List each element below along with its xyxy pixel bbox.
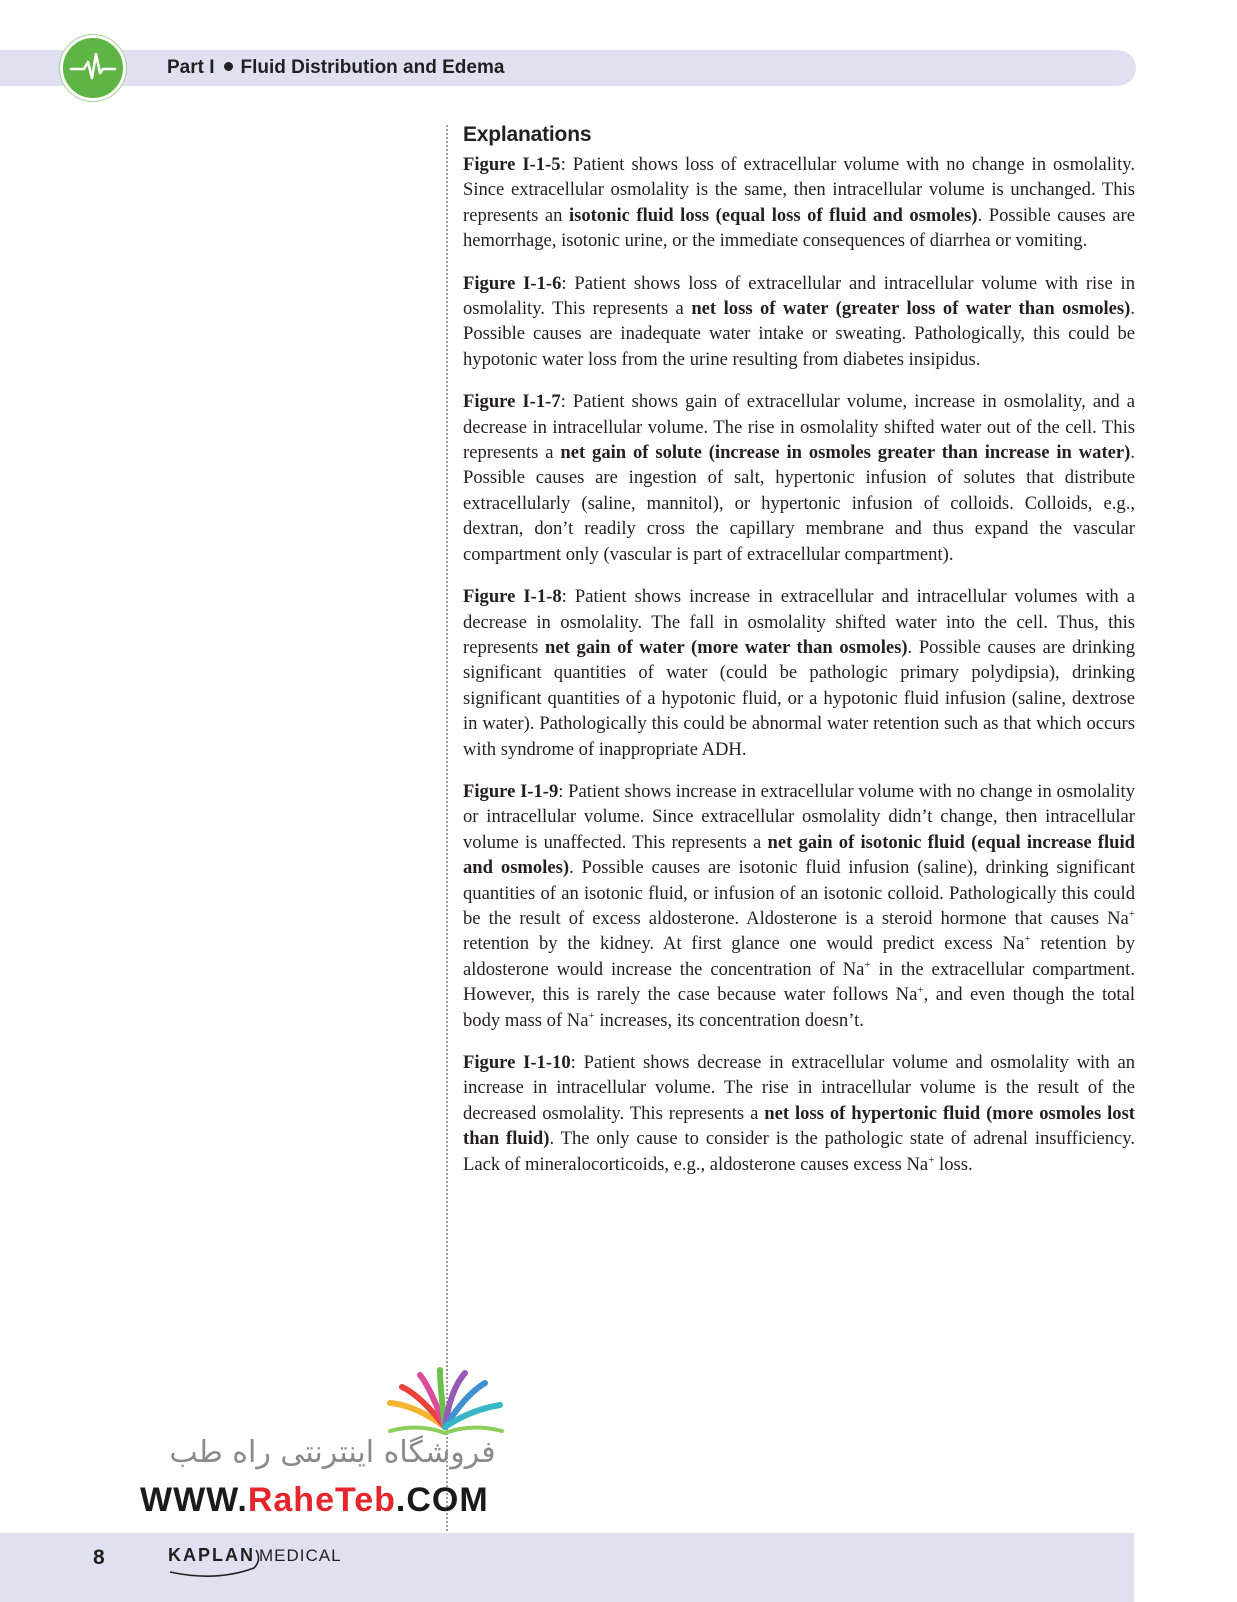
watermark-persian-text: فروشگاه اینترنتی راه طب <box>169 1435 496 1470</box>
figure-label: Figure I-1-6 <box>463 272 562 294</box>
paragraph-text: retention by aldosterone would increase the concentration of Na <box>463 933 1135 980</box>
superscript-plus: + <box>917 984 924 996</box>
superscript-plus: + <box>864 958 871 971</box>
paragraph-text: loss. <box>934 1153 973 1175</box>
figure-label: Figure I-1-9 <box>463 780 559 802</box>
publisher-suffix: MEDICAL <box>259 1546 342 1565</box>
superscript-plus: + <box>588 1009 595 1022</box>
watermark <box>140 1365 530 1525</box>
paragraph-text: : Patient shows loss of extracellular volume with no change in osmolality. Since extracellular osmolality is the same, then intracellular volume is unchanged. This represents an <box>463 154 1135 226</box>
explanation-paragraph <box>463 152 1135 254</box>
paragraph-text: in the extracellular compartment. However, this is rarely the case because water follows Na <box>463 958 1135 1006</box>
paragraph-text: . Possible causes are isotonic fluid infusion (saline), drinking significant quantities of an isotonic fluid, or infusion of an isotonic colloid. Pathologically this could be the result of excess aldosterone. Aldosterone is a steroid hormone that causes Na <box>463 857 1135 929</box>
figure-label: Figure I-1-7 <box>463 391 561 413</box>
paragraph-text: . Possible causes are hemorrhage, isotonic urine, or the immediate consequences of diarrhea or vomiting. <box>463 204 1135 252</box>
explanation-paragraph <box>463 271 1135 373</box>
key-concept: net gain of isotonic fluid (equal increase fluid and osmoles) <box>463 831 1135 879</box>
paragraph-text: : Patient shows loss of extracellular and intracellular volume with rise in osmolality. This represents a <box>463 272 1135 320</box>
figure-label: Figure I-1-5 <box>463 154 561 175</box>
url-prefix: WWW. <box>140 1481 248 1519</box>
key-concept: net gain of water (more water than osmoles) <box>545 636 908 658</box>
publisher-logo <box>168 1545 342 1566</box>
superscript-plus: + <box>1128 907 1135 920</box>
key-concept: net gain of solute (increase in osmoles greater than increase in water) <box>560 442 1131 464</box>
paragraph-text: . Possible causes are inadequate water intake or sweating. Pathologically, this could be hypotonic water loss from the urine resulting from diabetes insipidus. <box>463 298 1136 370</box>
key-concept: net loss of water (greater loss of water than osmoles) <box>691 298 1131 320</box>
page-number: 8 <box>93 1546 105 1569</box>
paragraph-text: : Patient shows gain of extracellular volume, increase in osmolality, and a decrease in intracellular volume. The rise in osmolality shifted water out of the cell. This represents a <box>463 391 1135 464</box>
superscript-plus: + <box>928 1153 935 1166</box>
paragraph-text: , and even though the total body mass of Na <box>463 984 1135 1031</box>
figure-label: Figure I-1-10 <box>463 1052 571 1073</box>
url-brand: RaheTeb <box>247 1481 396 1519</box>
paragraph-text: : Patient shows increase in extracellular and intracellular volumes with a decrease in osmolality. The fall in osmolality shifted water into the cell. Thus, this represents <box>463 586 1135 658</box>
column-divider <box>446 125 448 1535</box>
section-heading: Explanations <box>463 123 592 146</box>
explanation-paragraph <box>463 389 1135 567</box>
figure-label: Figure I-1-8 <box>463 586 562 608</box>
paragraph-text: retention by the kidney. At first glance one would predict excess Na <box>463 933 1025 955</box>
watermark-url <box>140 1481 489 1520</box>
superscript-plus: + <box>1024 933 1031 946</box>
paragraph-text: . Possible causes are ingestion of salt, hypertonic infusion of solutes that distribute extracellularly (saline, mannitol), or hypertonic infusion of colloids. Colloids, e.g., dextran, don’t readily cross the capillary membrane and thus expand the vascular compartment only (vascular is part of extracellular compartment). <box>463 442 1135 565</box>
explanation-paragraph <box>463 1050 1135 1177</box>
header-title: Fluid Distribution and Edema <box>240 57 505 78</box>
paragraph-text: : Patient shows increase in extracellular volume with no change in osmolality or intracellular volume. Since extracellular osmolality didn’t change, then intracellular volume is unaffected. This represents a <box>463 780 1135 853</box>
key-concept: net loss of hypertonic fluid (more osmoles lost than fluid) <box>463 1102 1136 1150</box>
bullet-dot <box>224 62 233 71</box>
url-suffix: .COM <box>395 1481 489 1519</box>
paragraph-text: . Possible causes are drinking significant quantities of water (could be pathologic primary polydipsia), drinking significant quantities of a hypotonic fluid, or a hypotonic fluid infusion (saline, dextrose in water). Pathologically this could be abnormal water retention such as that which occurs with syndrome of inappropriate ADH. <box>463 636 1135 760</box>
open-book-logo-icon <box>140 1365 530 1440</box>
header-part: Part I <box>167 57 215 78</box>
paragraph-text: . The only cause to consider is the pathologic state of adrenal insufficiency. Lack of mineralocorticoids, e.g., aldosterone causes excess Na <box>463 1128 1135 1175</box>
paragraph-text: : Patient shows decrease in extracellular volume and osmolality with an increase in intracellular volume. The rise in intracellular volume is the result of the decreased osmolality. This represents a <box>463 1052 1135 1124</box>
explanation-paragraph <box>463 584 1135 762</box>
explanation-paragraph <box>463 779 1135 1033</box>
key-concept: isotonic fluid loss (equal loss of fluid and osmoles) <box>568 204 978 226</box>
main-content <box>463 123 1135 1194</box>
running-header <box>167 57 504 79</box>
publisher-brand: KAPLAN <box>168 1545 255 1565</box>
paragraph-text: increases, its concentration doesn’t. <box>594 1009 864 1031</box>
heartbeat-icon <box>60 35 126 101</box>
